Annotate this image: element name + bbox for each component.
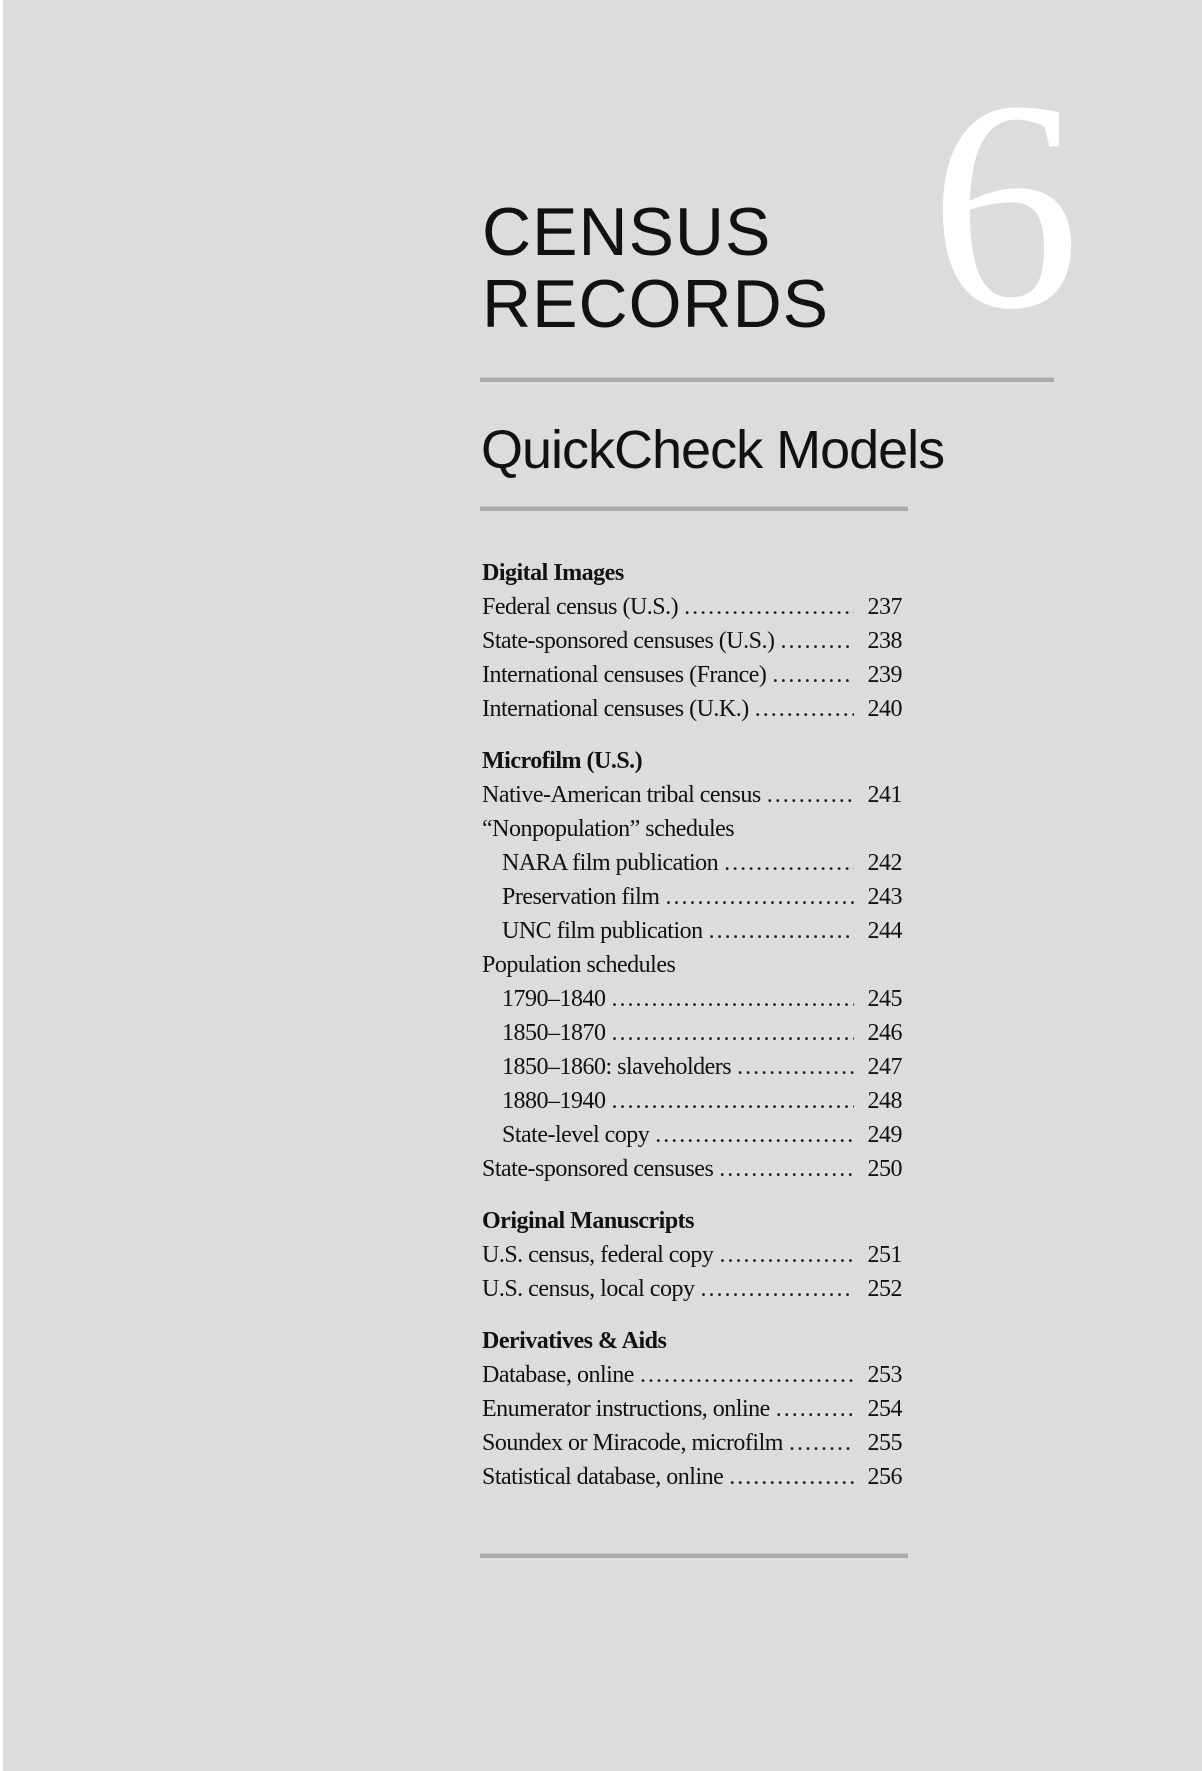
toc-entry-label: Population schedules — [482, 952, 676, 978]
toc-entry-label: Federal census (U.S.) — [482, 594, 679, 620]
title-divider — [480, 377, 1054, 382]
toc-entry — [482, 1358, 902, 1392]
chapter-title — [482, 196, 829, 340]
toc-entry-label: State-sponsored censuses — [482, 1156, 714, 1182]
dot-leader — [709, 914, 854, 948]
toc-entry-label: “Nonpopulation” schedules — [482, 816, 735, 842]
toc-entry — [482, 1084, 902, 1118]
toc-entry-label: 1850–1860: slaveholders — [502, 1054, 732, 1080]
toc-section — [482, 556, 902, 726]
toc-entry-label: Enumerator instructions, online — [482, 1396, 770, 1422]
toc-entry-label: International censuses (France) — [482, 662, 767, 688]
toc-section-heading: Original Manuscripts — [482, 1208, 695, 1234]
dot-leader — [780, 624, 854, 658]
toc-entry-label: Preservation film — [502, 884, 660, 910]
toc-entry-page-number: 254 — [867, 1396, 902, 1422]
toc-section-heading: Microfilm (U.S.) — [482, 748, 643, 774]
toc-entry — [482, 982, 902, 1016]
toc-entry — [482, 590, 902, 624]
toc-entry-page-number: 256 — [867, 1464, 902, 1490]
toc-entry-page-number: 241 — [867, 782, 902, 808]
toc-entry-page-number: 244 — [867, 918, 902, 944]
toc-entry-page-number: 253 — [867, 1362, 902, 1388]
dot-leader — [729, 1460, 854, 1494]
toc-entry — [482, 1152, 902, 1186]
toc-entry-page-number: 251 — [867, 1242, 902, 1268]
toc-entry — [482, 778, 902, 812]
toc-entry — [482, 624, 902, 658]
toc-entry — [482, 1426, 902, 1460]
toc-entry-page-number: 242 — [867, 850, 902, 876]
toc-entry — [482, 692, 902, 726]
toc-section — [482, 744, 902, 1186]
dot-leader — [737, 1050, 854, 1084]
dot-leader — [724, 846, 854, 880]
dot-leader — [776, 1392, 854, 1426]
toc-entry-page-number: 243 — [867, 884, 902, 910]
subtitle-divider — [480, 506, 908, 511]
toc-entry-label: 1790–1840 — [502, 986, 606, 1012]
toc-entry — [482, 1016, 902, 1050]
dot-leader — [665, 880, 854, 914]
toc-entry — [482, 948, 902, 982]
toc-entry-label: State-level copy — [502, 1122, 650, 1148]
toc-entry — [482, 880, 902, 914]
toc-entry-label: UNC film publication — [502, 918, 703, 944]
toc-entry-label: NARA film publication — [502, 850, 719, 876]
dot-leader — [772, 658, 854, 692]
toc-entry-page-number: 246 — [867, 1020, 902, 1046]
dot-leader — [655, 1118, 854, 1152]
toc-entry-page-number: 248 — [867, 1088, 902, 1114]
chapter-number: 6 — [930, 39, 1080, 371]
toc-section-heading: Digital Images — [482, 560, 624, 586]
bottom-divider — [480, 1553, 908, 1558]
toc-entry-label: International censuses (U.K.) — [482, 696, 749, 722]
toc-entry — [482, 1238, 902, 1272]
dot-leader — [789, 1426, 854, 1460]
toc-entry — [482, 1272, 902, 1306]
toc-entry — [482, 914, 902, 948]
toc-entry-label: 1850–1870 — [502, 1020, 606, 1046]
toc-entry-page-number: 252 — [867, 1276, 902, 1302]
toc-entry-label: U.S. census, federal copy — [482, 1242, 714, 1268]
dot-leader — [767, 778, 854, 812]
dot-leader — [755, 692, 854, 726]
toc-entry — [482, 812, 902, 846]
toc-entry-label: Native-American tribal census — [482, 782, 761, 808]
table-of-contents — [482, 556, 902, 1512]
toc-entry-page-number: 249 — [867, 1122, 902, 1148]
toc-entry-label: U.S. census, local copy — [482, 1276, 695, 1302]
toc-entry — [482, 1050, 902, 1084]
toc-entry-page-number: 255 — [867, 1430, 902, 1456]
page-edge — [0, 0, 3, 1771]
toc-section-heading: Derivatives & Aids — [482, 1328, 667, 1354]
page-subtitle: QuickCheck Models — [481, 420, 945, 480]
toc-entry — [482, 846, 902, 880]
toc-entry-label: Statistical database, online — [482, 1464, 724, 1490]
toc-entry-page-number: 245 — [867, 986, 902, 1012]
dot-leader — [640, 1358, 854, 1392]
toc-entry-page-number: 239 — [867, 662, 902, 688]
toc-entry — [482, 1118, 902, 1152]
toc-entry-page-number: 237 — [867, 594, 902, 620]
dot-leader — [612, 1016, 855, 1050]
chapter-title-line-1: CENSUS — [482, 194, 772, 270]
dot-leader — [719, 1152, 854, 1186]
dot-leader — [612, 1084, 855, 1118]
toc-entry — [482, 1460, 902, 1494]
toc-entry-page-number: 240 — [867, 696, 902, 722]
chapter-title-line-2: RECORDS — [482, 266, 830, 342]
dot-leader — [719, 1238, 854, 1272]
toc-section — [482, 1324, 902, 1494]
dot-leader — [700, 1272, 854, 1306]
toc-section — [482, 1204, 902, 1306]
toc-entry-label: 1880–1940 — [502, 1088, 606, 1114]
toc-entry-page-number: 250 — [867, 1156, 902, 1182]
toc-entry-label: Soundex or Miracode, microfilm — [482, 1430, 783, 1456]
toc-entry — [482, 1392, 902, 1426]
dot-leader — [612, 982, 855, 1016]
toc-entry-page-number: 238 — [867, 628, 902, 654]
dot-leader — [684, 590, 854, 624]
toc-entry — [482, 658, 902, 692]
toc-entry-label: State-sponsored censuses (U.S.) — [482, 628, 775, 654]
toc-entry-page-number: 247 — [867, 1054, 902, 1080]
toc-entry-label: Database, online — [482, 1362, 634, 1388]
